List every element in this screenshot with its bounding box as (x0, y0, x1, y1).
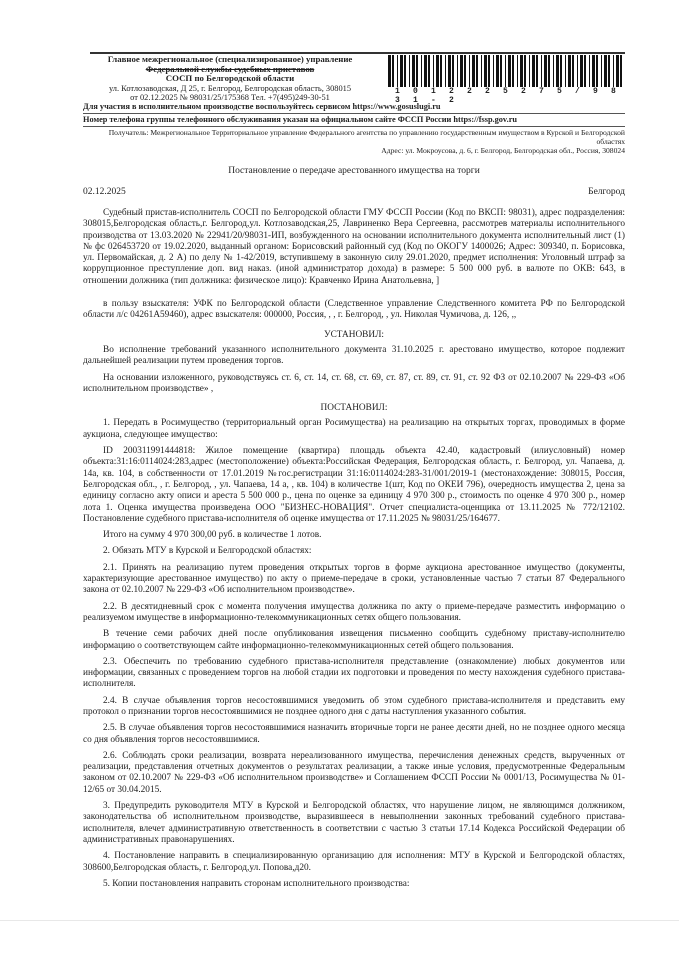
barcode-bar (520, 55, 523, 87)
issuer-header (85, 55, 375, 103)
paragraph: 2.4. В случае объявления торгов несостоявшимися уведомить об этом судебного пристава-исполнителя и представить ему протокол о признании торгов несостоявшимися не позднее одного дня с даты наступления указанного события. (83, 695, 625, 717)
barcode-bar (472, 55, 475, 87)
barcode-bar (560, 55, 562, 87)
barcode-bar (400, 55, 403, 87)
paragraph: 1. Передать в Росимущество (территориальный орган Росимущества) на реализацию на открытых торгах, проводимых в форме аукциона, следующее имущество: (83, 418, 625, 440)
barcode-bar (428, 55, 430, 87)
barcode-bar (524, 55, 526, 87)
org-address: ул. Котлозаводская, Д 25, г. Белгород, Белгородская область, 308015 (108, 83, 352, 93)
barcode-bar (604, 55, 607, 87)
barcode (388, 55, 626, 87)
paragraph: 3. Предупредить руководителя МТУ в Курской и Белгородской областях, что нарушение лицом, не являющимся должником, законодательства об исполнительном производстве, выразившееся в невыполнении законных требований судебного пристава-исполнителя, влечет административную ответственность в соответствии с частью 3 статьи 17.14 Кодекса Российской Федерации об административных правонарушениях. (83, 801, 625, 845)
document-city: Белгород (588, 187, 625, 197)
barcode-bar (488, 55, 490, 87)
barcode-bar (493, 55, 494, 87)
barcode-bar (505, 55, 506, 87)
barcode-bar (508, 55, 511, 87)
barcode-bar (548, 55, 550, 87)
paragraph: 2.3. Обеспечить по требованию судебного пристава-исполнителя представление (ознакомление) любых документов или информации, связанных с проведением торгов на любой стадии их подготовки и проведения по месту нахождения судебного пристава-исполнителя. (83, 656, 625, 690)
org-line-1: Главное межрегиональное (специализированное) управление (107, 54, 353, 64)
barcode-bar (616, 55, 619, 87)
barcode-bar (536, 55, 538, 87)
barcode-bar (452, 55, 454, 87)
document-body (83, 208, 625, 895)
paragraph: 5. Копии постановления направить сторонам исполнительного производства: (103, 878, 410, 889)
paragraph: 2.6. Соблюдать сроки реализации, возврата нереализованного имущества, перечисления денежных средств, вырученных от реализации, представления отчетных документов о результатах реализации, а также иные условия, предусмотренные Федеральным законом от 02.10.2007 № 229-ФЗ «Об исполнительном производстве» и Соглашением ФССП России № 0001/13, Росимущества № 01-12/65 от 30.04.2015. (83, 750, 625, 795)
barcode-bar (512, 55, 514, 87)
divider (83, 113, 625, 114)
barcode-bar (388, 55, 391, 87)
barcode-bar (464, 55, 466, 87)
intro-paragraph: Судебный пристав-исполнитель СОСП по Белгородской области ГМУ ФССП России (Код по ВКСП: 98031), адрес подразделения: 308015,Белгородская область,г. Белгород,ул. Котлозаводская,25, Лавриненко Вера Сергеевна, рассмотрев материалы исполнительного производства от 13.03.2020 № 22941/20/98031-ИП, возбужденного на основании исполнительного документа исполнительный лист (1) № фс 026453720 от 19.02.2020, выданный органом: Борисовский районный суд (Код по ОКОГУ 1400026; Адрес: 309340, п. Борисовка, ул. Первомайская, д. 2 А) по делу № 1-42/2019, вступившему в законную силу 29.01.2020, предмет исполнения: Уголовный штраф за коррупционное преступление доп. вид наказ. (иной администратор дохода) в размере: 5 500 000 руб. в валюте по ОКВ: 643, в отношении должника (тип должника: физическое лицо): Кравченко Ирина Анатольевна, ] (83, 208, 625, 286)
barcode-bar (556, 55, 559, 87)
barcode-digits: 1 0 1 2 2 2 5 2 7 5 / 9 8 3 1 - 2 (395, 87, 621, 105)
paragraph: 2.5. В случае объявления торгов несостоявшимися назначить вторичные торги не ранее десяти дней, но не позднее одного месяца со дня объявления торгов несостоявшимися. (83, 723, 625, 745)
gosuslugi-note: Для участия в исполнительном производстве воспользуйтесь сервисом https://www.gosuslugi.ru (83, 102, 441, 111)
barcode-bar (580, 55, 583, 87)
paragraph: 4. Постановление направить в специализированную организацию для исполнения: МТУ в Курской и Белгородской областях, 308600,Белгородская область, г. Белгород,ул. Попова,д20. (83, 851, 625, 873)
recipient-address: Адрес: ул. Мокроусова, д. 6, г. Белгород, Белгородская обл., Россия, 308024 (381, 146, 625, 156)
barcode-bar (469, 55, 470, 87)
total: Итого на сумму 4 970 300,00 руб. в количестве 1 лотов. (103, 530, 322, 541)
barcode-bar (476, 55, 478, 87)
barcode-bar (481, 55, 482, 87)
barcode-bar (596, 55, 598, 87)
divider (83, 126, 625, 127)
barcode-bar (412, 55, 415, 87)
org-line-3: СОСП по Белгородской области (165, 73, 295, 84)
barcode-bar (436, 55, 439, 87)
barcode-bar (424, 55, 427, 87)
barcode-bar (484, 55, 487, 87)
claimant-paragraph: в пользу взыскателя: УФК по Белгородской области (Следственное управление Следственного комитета РФ по Белгородской области л/с 04261А59460), адрес взыскателя: 000000, Россия, , , г. Белгород, , ул. Николая Чумичова, д. 126, ,, (83, 299, 625, 321)
paragraph: 2.1. Принять на реализацию путем проведения открытых торгов в форме аукциона арестованное имущество (документы, характеризующие арестованное имущество) по акту о приеме-передаче в сроки, установленные частью 7 статьи 87 Федерального закона от 02.10.2007 № 229-ФЗ «Об исполнительном производстве». (83, 562, 625, 596)
doc-reference: от 02.12.2025 № 98031/25/175368 Тел. +7(495)249-30-51 (130, 93, 330, 103)
document-date: 02.12.2025 (83, 187, 126, 197)
barcode-bar (613, 55, 614, 87)
barcode-bar (572, 55, 574, 87)
barcode-bar (517, 55, 518, 87)
scan-edge (0, 920, 679, 921)
barcode-bar (392, 55, 394, 87)
barcode-bar (620, 55, 622, 87)
barcode-bar (592, 55, 595, 87)
barcode-bar (553, 55, 554, 87)
barcode-bar (460, 55, 463, 87)
recipient-name: Получатель: Межрегиональное Территориальное управление Федерального агентства по управлению государственным имуществом в Курской и Белгородской областях (108, 128, 625, 147)
barcode-bar (589, 55, 590, 87)
recipient-block (83, 128, 625, 156)
barcode-bar (433, 55, 434, 87)
barcode-bar (448, 55, 451, 87)
ustanovil-heading: УСТАНОВИЛ: (324, 329, 384, 340)
paragraph: На основании изложенного, руководствуясь ст. 6, ст. 14, ст. 68, ст. 69, ст. 87, ст. 89, ст. 91, ст. 92 ФЗ от 02.10.2007 № 229-ФЗ «Об исполнительном производстве» , (83, 372, 625, 394)
barcode-bar (568, 55, 571, 87)
barcode-bar (601, 55, 602, 87)
barcode-bar (421, 55, 422, 87)
org-line-2: Федеральной службы судебных приставов (145, 63, 315, 74)
barcode-bar (577, 55, 578, 87)
barcode-bar (440, 55, 442, 87)
barcode-bar (544, 55, 547, 87)
barcode-bar (416, 55, 418, 87)
barcode-bar (565, 55, 566, 87)
postanovil-heading: ПОСТАНОВИЛ: (320, 403, 388, 414)
paragraph: 2. Обязать МТУ в Курской и Белгородской областях: (103, 546, 312, 557)
barcode-bar (541, 55, 542, 87)
barcode-bar (500, 55, 502, 87)
paragraph: 2.2. В десятидневный срок с момента получения имущества должника по акту о приеме-передаче разместить информацию о реализуемом имуществе в информационно-телекоммуникационных сетях общего пользования. (83, 601, 625, 623)
barcode-bar (529, 55, 530, 87)
barcode-bar (584, 55, 586, 87)
barcode-bar (404, 55, 406, 87)
document-title: Постановление о передаче арестованного имущества на торги (228, 166, 480, 176)
paragraph: В течение семи рабочих дней после опубликования извещения письменно сообщить судебному приставу-исполнителю информацию о соответствующем сайте информационно-телекоммуникационных сетей общего пользования. (83, 629, 625, 651)
barcode-bar (409, 55, 410, 87)
barcode-bar (496, 55, 499, 87)
barcode-bar (457, 55, 458, 87)
phone-note: Номер телефона группы телефонного обслуживания указан на официальном сайте ФССП России https://fssp.gov.ru (83, 115, 517, 124)
barcode-bar (445, 55, 446, 87)
barcode-bar (532, 55, 535, 87)
paragraph: Во исполнение требований указанного исполнительного документа 31.10.2025 г. арестовано имущество, которое подлежит дальнейшей реализации путем проведения торгов. (83, 344, 625, 367)
barcode-bar (608, 55, 610, 87)
property-item: ID 200311991444818: Жилое помещение (квартира) площадь объекта 42.40, кадастровый (илиусловный) номер объекта:31:16:0114024:283,адрес (местоположение) объекта:Российская Федерация, Белгородская область, г. Белгород, ул. Чапаева, д. 14а, кв. 104, в собственности от 17.01.2019 №гос.регистрации 31:16:0114024:283-31/001/2019-1 (местонахождение: 308015, Россия, Белгородская обл., , г. Белгород, , ул. Чапаева, 14 а, , кв. 104) в количестве 1(шт, Код по ОКЕИ 796), очередность имущества 2, цена за единицу согласно акту описи и ареста 5 500 000 р., цена по оценке за единицу 4 970 300 р., стоимость по оценке 4 970 300 р., номер лота 1. Оценка имущества произведена ООО "БИЗНЕС-НОВАЦИЯ". Отчет специалиста-оценщика от 13.11.2025 № 772/12102. Постановление судебного пристава-исполнителя об оценке имущества от 17.11.2025 № 98031/25/164677. (83, 446, 625, 524)
barcode-bar (397, 55, 398, 87)
